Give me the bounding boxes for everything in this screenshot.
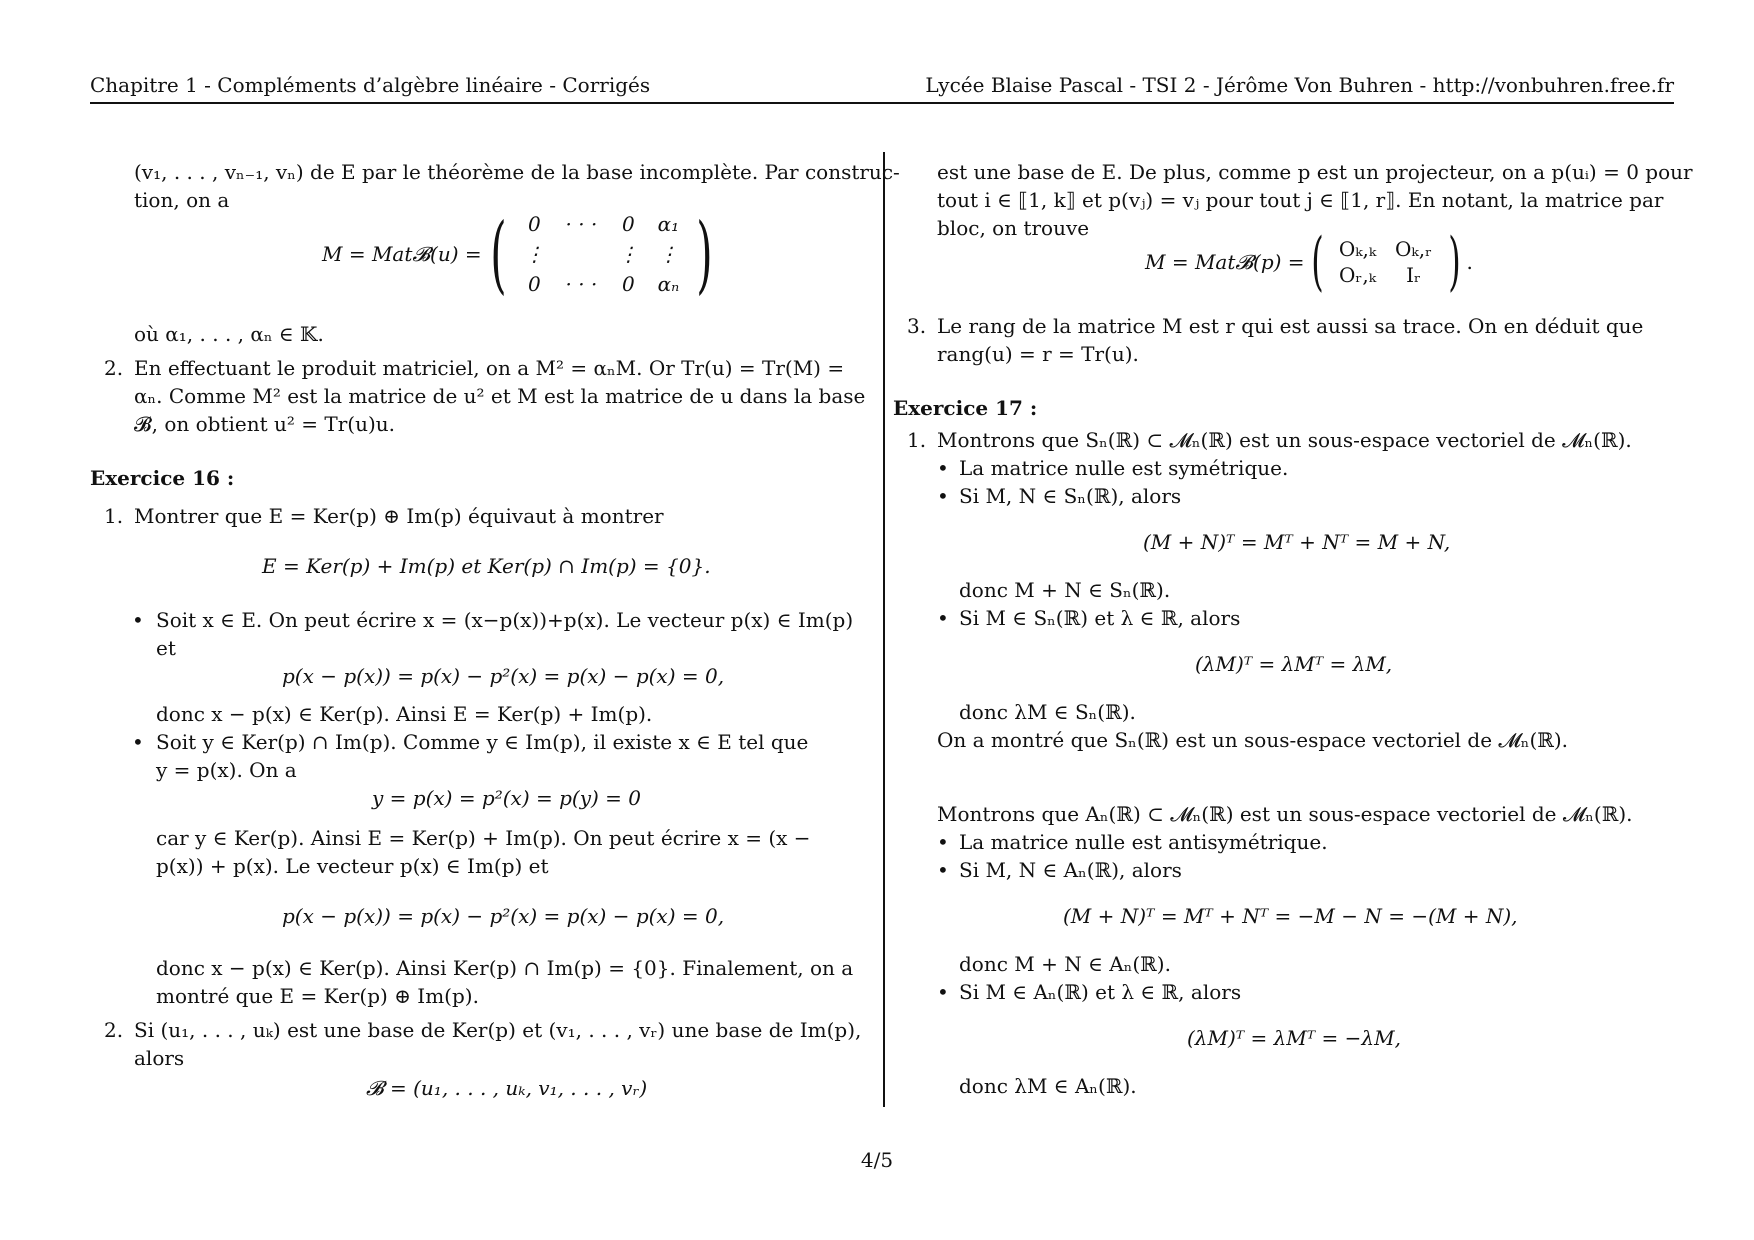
ex16-item-2-number: 2. — [104, 1018, 124, 1042]
matrix-cell: αₙ — [657, 272, 680, 296]
sym-conclusion: On a montré que Sₙ(ℝ) est un sous-espace vectoriel de 𝓜ₙ(ℝ). — [937, 728, 1569, 752]
ex16-item-2-line-2: alors — [134, 1046, 185, 1070]
matrix-cell: ⋮ — [618, 242, 639, 266]
bullet: • — [937, 484, 949, 508]
antisym-bullet-3: Si M ∈ Aₙ(ℝ) et λ ∈ ℝ, alors — [959, 980, 1242, 1004]
right-line-2: tout i ∈ ⟦1, k⟧ et p(vⱼ) = vⱼ pour tout j ∈ ⟦1, r⟧. En notant, la matrice par — [937, 188, 1664, 212]
sym-equation-1: (M + N)ᵀ = Mᵀ + Nᵀ = M + N, — [1143, 530, 1451, 554]
matrix-cell: Iᵣ — [1406, 263, 1421, 287]
header-left: Chapitre 1 - Compléments d’algèbre linéaire - Corrigés — [90, 73, 651, 97]
bullet-1-equation: p(x − p(x)) = p(x) − p²(x) = p(x) − p(x) = 0, — [282, 664, 725, 688]
intro-line-1: (v₁, . . . , vₙ₋₁, vₙ) de E par le théorème de la base incomplète. Par construc- — [134, 160, 900, 184]
bullet-2-equation-1: y = p(x) = p²(x) = p(y) = 0 — [372, 786, 642, 810]
matrix-cell: 0 — [528, 212, 541, 236]
bullet: • — [937, 456, 949, 480]
alphas-line: où α₁, . . . , αₙ ∈ 𝕂. — [134, 322, 324, 346]
sym-bullet-1: La matrice nulle est symétrique. — [959, 456, 1289, 480]
bullet-2-line-1: Soit y ∈ Ker(p) ∩ Im(p). Comme y ∈ Im(p), il existe x ∈ E tel que — [156, 730, 809, 754]
item-2-line-3: 𝓑, on obtient u² = Tr(u)u. — [134, 412, 396, 436]
antisym-bullet-3-after: donc λM ∈ Aₙ(ℝ). — [959, 1074, 1137, 1098]
matrix-cell: 0 — [622, 272, 635, 296]
ex17-item-1-text: Montrons que Sₙ(ℝ) ⊂ 𝓜ₙ(ℝ) est un sous-espace vectoriel de 𝓜ₙ(ℝ). — [937, 428, 1632, 452]
matrix-2-period: . — [1466, 250, 1473, 274]
intro-line-2: tion, on a — [134, 188, 230, 212]
bullet-1-line-1: Soit x ∈ E. On peut écrire x = (x−p(x))+p(x). Le vecteur p(x) ∈ Im(p) — [156, 608, 854, 632]
matrix-1-label: M = Mat𝓑(u) = — [322, 242, 482, 266]
antisym-bullet-2-after: donc M + N ∈ Aₙ(ℝ). — [959, 952, 1171, 976]
matrix-cell: Oₖ,ₖ — [1338, 237, 1377, 261]
matrix-2 — [1145, 225, 1473, 299]
sym-bullet-2: Si M, N ∈ Sₙ(ℝ), alors — [959, 484, 1182, 508]
matrix-cell: 0 — [622, 212, 635, 236]
bullet: • — [937, 606, 949, 630]
bullet: • — [132, 608, 144, 632]
matrix-2-label: M = Mat𝓑(p) = — [1145, 250, 1305, 274]
bullet-2-line-5: donc x − p(x) ∈ Ker(p). Ainsi Ker(p) ∩ Im(p) = {0}. Finalement, on a — [156, 956, 854, 980]
matrix-2-right-paren: ) — [1447, 225, 1461, 299]
ex16-item-2-line-1: Si (u₁, . . . , uₖ) est une base de Ker(p) et (v₁, . . . , vᵣ) une base de Im(p), — [134, 1018, 862, 1042]
bullet-1-line-2: et — [156, 636, 176, 660]
matrix-cell: α₁ — [657, 212, 680, 236]
matrix-2-left-paren: ( — [1310, 225, 1324, 299]
ex16-item-2-equation: 𝓑 = (u₁, . . . , uₖ, v₁, . . . , vᵣ) — [366, 1076, 648, 1100]
matrix-cell: ⋮ — [524, 242, 545, 266]
exercise-16-title: Exercice 16 : — [90, 466, 235, 490]
bullet-2-line-3: car y ∈ Ker(p). Ainsi E = Ker(p) + Im(p). On peut écrire x = (x − — [156, 826, 811, 850]
sym-equation-2: (λM)ᵀ = λMᵀ = λM, — [1195, 652, 1393, 676]
sym-bullet-2-after: donc M + N ∈ Sₙ(ℝ). — [959, 578, 1171, 602]
item-2-line-2: αₙ. Comme M² est la matrice de u² et M est la matrice de u dans la base — [134, 384, 866, 408]
page-number: 4/5 — [860, 1148, 894, 1172]
item-2-line-1: En effectuant le produit matriciel, on a M² = αₙM. Or Tr(u) = Tr(M) = — [134, 356, 845, 380]
item-3-line-1: Le rang de la matrice M est r qui est aussi sa trace. On en déduit que — [937, 314, 1644, 338]
antisym-equation-1: (M + N)ᵀ = Mᵀ + Nᵀ = −M − N = −(M + N), — [1063, 904, 1518, 928]
matrix-cell — [554, 239, 608, 269]
matrix-2-cells — [1330, 236, 1442, 288]
bullet: • — [937, 830, 949, 854]
antisym-equation-2: (λM)ᵀ = λMᵀ = −λM, — [1187, 1026, 1401, 1050]
antisym-intro: Montrons que Aₙ(ℝ) ⊂ 𝓜ₙ(ℝ) est un sous-espace vectoriel de 𝓜ₙ(ℝ). — [937, 802, 1633, 826]
item-2-number: 2. — [104, 356, 124, 380]
header-rule — [90, 102, 1674, 104]
ex16-item-1-text: Montrer que E = Ker(p) ⊕ Im(p) équivaut à montrer — [134, 504, 664, 528]
matrix-1-cells — [514, 209, 688, 299]
matrix-cell: · · · — [565, 212, 598, 236]
matrix-1-right-paren: ) — [696, 205, 714, 303]
bullet-2-line-6: montré que E = Ker(p) ⊕ Im(p). — [156, 984, 479, 1008]
antisym-bullet-2: Si M, N ∈ Aₙ(ℝ), alors — [959, 858, 1182, 882]
sym-bullet-3: Si M ∈ Sₙ(ℝ) et λ ∈ ℝ, alors — [959, 606, 1241, 630]
ex16-equation-1: E = Ker(p) + Im(p) et Ker(p) ∩ Im(p) = {0}. — [262, 554, 711, 578]
right-line-3: bloc, on trouve — [937, 216, 1090, 240]
matrix-1 — [322, 206, 721, 302]
sym-bullet-3-after: donc λM ∈ Sₙ(ℝ). — [959, 700, 1136, 724]
ex16-item-1-number: 1. — [104, 504, 124, 528]
right-line-1: est une base de E. De plus, comme p est un projecteur, on a p(uᵢ) = 0 pour — [937, 160, 1693, 184]
antisym-bullet-1: La matrice nulle est antisymétrique. — [959, 830, 1328, 854]
matrix-cell: · · · — [565, 272, 598, 296]
bullet: • — [937, 858, 949, 882]
bullet-2-line-4: p(x)) + p(x). Le vecteur p(x) ∈ Im(p) et — [156, 854, 549, 878]
exercise-17-title: Exercice 17 : — [893, 396, 1038, 420]
matrix-cell: Oₖ,ᵣ — [1395, 237, 1433, 261]
matrix-cell: Oᵣ,ₖ — [1339, 263, 1377, 287]
item-3-number: 3. — [907, 314, 927, 338]
matrix-1-left-paren: ( — [489, 205, 507, 303]
ex17-item-1-number: 1. — [907, 428, 927, 452]
matrix-cell: ⋮ — [658, 242, 679, 266]
column-divider — [883, 152, 885, 1107]
bullet-2-equation-2: p(x − p(x)) = p(x) − p²(x) = p(x) − p(x) = 0, — [282, 904, 725, 928]
bullet-2-line-2: y = p(x). On a — [156, 758, 297, 782]
bullet-1-line-3: donc x − p(x) ∈ Ker(p). Ainsi E = Ker(p) + Im(p). — [156, 702, 653, 726]
header-right: Lycée Blaise Pascal - TSI 2 - Jérôme Von Buhren - http://vonbuhren.free.fr — [925, 73, 1674, 97]
item-3-line-2: rang(u) = r = Tr(u). — [937, 342, 1139, 366]
bullet: • — [937, 980, 949, 1004]
bullet: • — [132, 730, 144, 754]
matrix-cell: 0 — [528, 272, 541, 296]
